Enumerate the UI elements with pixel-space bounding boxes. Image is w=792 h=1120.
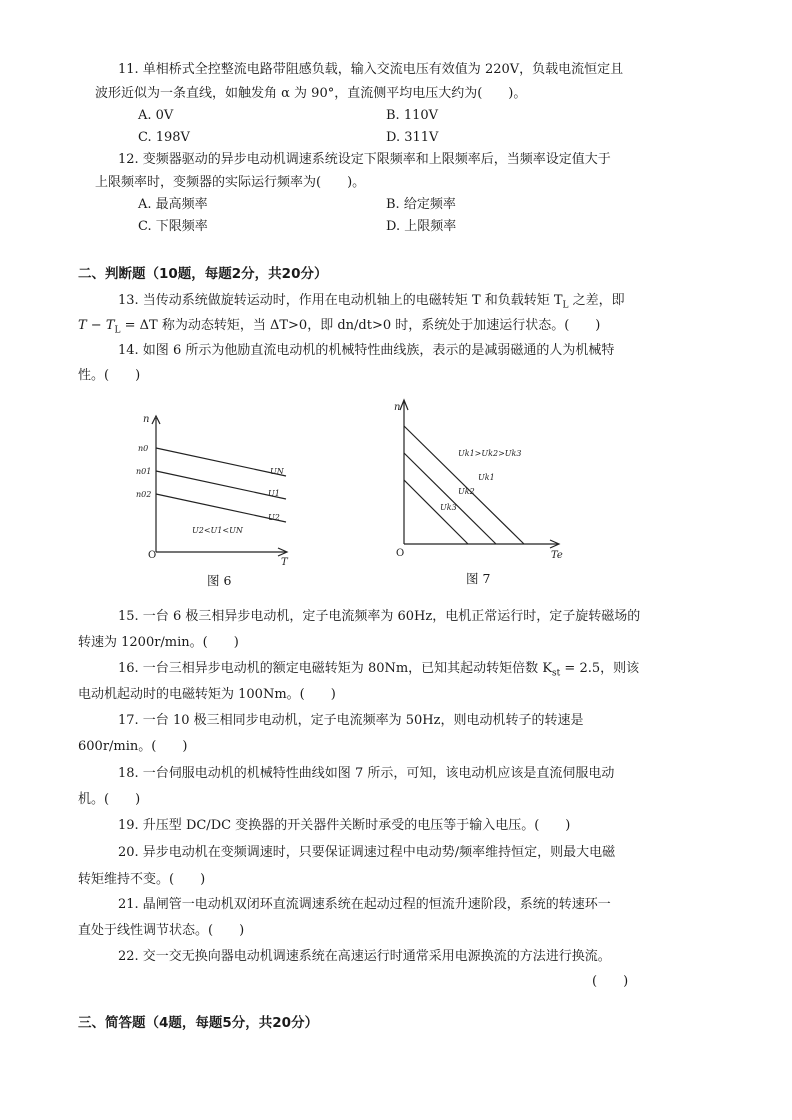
q11-option-d: D. 311V: [386, 130, 439, 145]
q12-option-a: A. 最高频率: [138, 197, 208, 212]
q18-line1: 18. 一台伺服电动机的机械特性曲线如图 7 所示，可知，该电动机应该是直流伺服电动: [118, 766, 615, 781]
fig7-label-uk1: Uk1: [478, 473, 495, 482]
q11-option-a: A. 0V: [138, 108, 174, 123]
fig7-label-uk3: Uk3: [440, 503, 457, 512]
fig6-line-un: [156, 448, 286, 476]
q14-line1: 14. 如图 6 所示为他励直流电动机的机械特性曲线族，表示的是减弱磁通的人为机械特: [118, 343, 615, 358]
figure-6: [130, 410, 300, 570]
fig6-tick-n0: n0: [138, 444, 149, 453]
q11-option-c: C. 198V: [138, 130, 190, 145]
fig6-label-u1: U1: [268, 489, 280, 498]
figure-6-caption: 图 6: [207, 573, 232, 588]
fig6-origin: O: [148, 550, 157, 561]
fig6-label-u2: U2: [268, 513, 280, 522]
fig6-note: U2<U1<UN: [192, 526, 243, 535]
q20-line2: 转矩维持不变。( ): [78, 872, 206, 887]
q16-line1: 16. 一台三相异步电动机的额定电磁转矩为 80Nm，已知其起动转矩倍数 $K_{st} = 2.5$，则该: [118, 661, 640, 679]
q13-line2: $T - T_L = \Delta T$ 称为动态转矩，当 ΔT>0，即 dn/dt>0 时，系统处于加速运行状态。( ): [78, 318, 601, 336]
fig7-origin: O: [396, 548, 405, 559]
q21-line2: 直处于线性调节状态。( ): [78, 923, 245, 938]
q14-line2: 性。( ): [78, 368, 141, 383]
q15-line2: 转速为 1200r/min。( ): [78, 635, 239, 650]
fig7-note: Uk1>Uk2>Uk3: [458, 449, 522, 458]
figure-7-caption: 图 7: [466, 571, 491, 586]
q16-line2: 电动机起动时的电磁转矩为 100Nm。( ): [78, 687, 336, 702]
section-3-title: 三、简答题（4题，每题5分，共20分）: [78, 1015, 319, 1031]
q18-line2: 机。( ): [78, 792, 141, 807]
fig7-line-uk1: [404, 426, 524, 544]
fig7-label-uk2: Uk2: [458, 487, 475, 496]
fig6-line-u1: [156, 471, 286, 499]
fig6-label-un: UN: [270, 467, 284, 476]
q20-line1: 20. 异步电动机在变频调速时，只要保证调速过程中电动势/频率维持恒定，则最大电磁: [118, 845, 616, 860]
figure-7: [388, 396, 568, 566]
q15-line1: 15. 一台 6 极三相异步电动机，定子电流频率为 60Hz，电机正常运行时，定子旋转磁场的: [118, 609, 641, 624]
fig7-line-uk2: [404, 453, 496, 544]
q21-line1: 21. 晶闸管一电动机双闭环直流调速系统在起动过程的恒流升速阶段，系统的转速环一: [118, 897, 611, 912]
q17-line2: 600r/min。( ): [78, 739, 188, 754]
q12-option-d: D. 上限频率: [386, 219, 457, 234]
q19-line1: 19. 升压型 DC/DC 变换器的开关器件关断时承受的电压等于输入电压。( ): [118, 818, 571, 833]
section-2-title: 二、判断题（10题，每题2分，共20分）: [78, 266, 328, 282]
fig6-tick-n02: n02: [136, 490, 152, 499]
q12-line1: 12. 变频器驱动的异步电动机调速系统设定下限频率和上限频率后，当频率设定值大于: [118, 152, 611, 167]
q12-option-c: C. 下限频率: [138, 219, 208, 234]
q22-line2: ( ): [592, 974, 629, 989]
fig6-line-u2: [156, 494, 286, 522]
q13-line1: 13. 当传动系统做旋转运动时，作用在电动机轴上的电磁转矩 T 和负载转矩 $T_L$ 之差，即: [118, 293, 625, 311]
q11-line1: 11. 单相桥式全控整流电路带阻感负载，输入交流电压有效值为 220V，负载电流恒定且: [118, 62, 624, 77]
fig6-tick-n01: n01: [136, 467, 152, 476]
q11-line2: 波形近似为一条直线，如触发角 α 为 90°，直流侧平均电压大约为( )。: [95, 86, 527, 101]
q12-line2: 上限频率时，变频器的实际运行频率为( )。: [95, 175, 366, 190]
q17-line1: 17. 一台 10 极三相同步电动机，定子电流频率为 50Hz，则电动机转子的转速是: [118, 713, 584, 728]
fig6-y-label: n: [143, 414, 150, 425]
q22-line1: 22. 交一交无换向器电动机调速系统在高速运行时通常采用电源换流的方法进行换流。: [118, 949, 611, 964]
q11-option-b: B. 110V: [386, 108, 439, 123]
q12-option-b: B. 给定频率: [386, 197, 456, 212]
fig6-x-label: T: [281, 557, 288, 568]
fig7-y-label: n: [394, 402, 401, 413]
fig7-x-label: Te: [551, 550, 563, 561]
